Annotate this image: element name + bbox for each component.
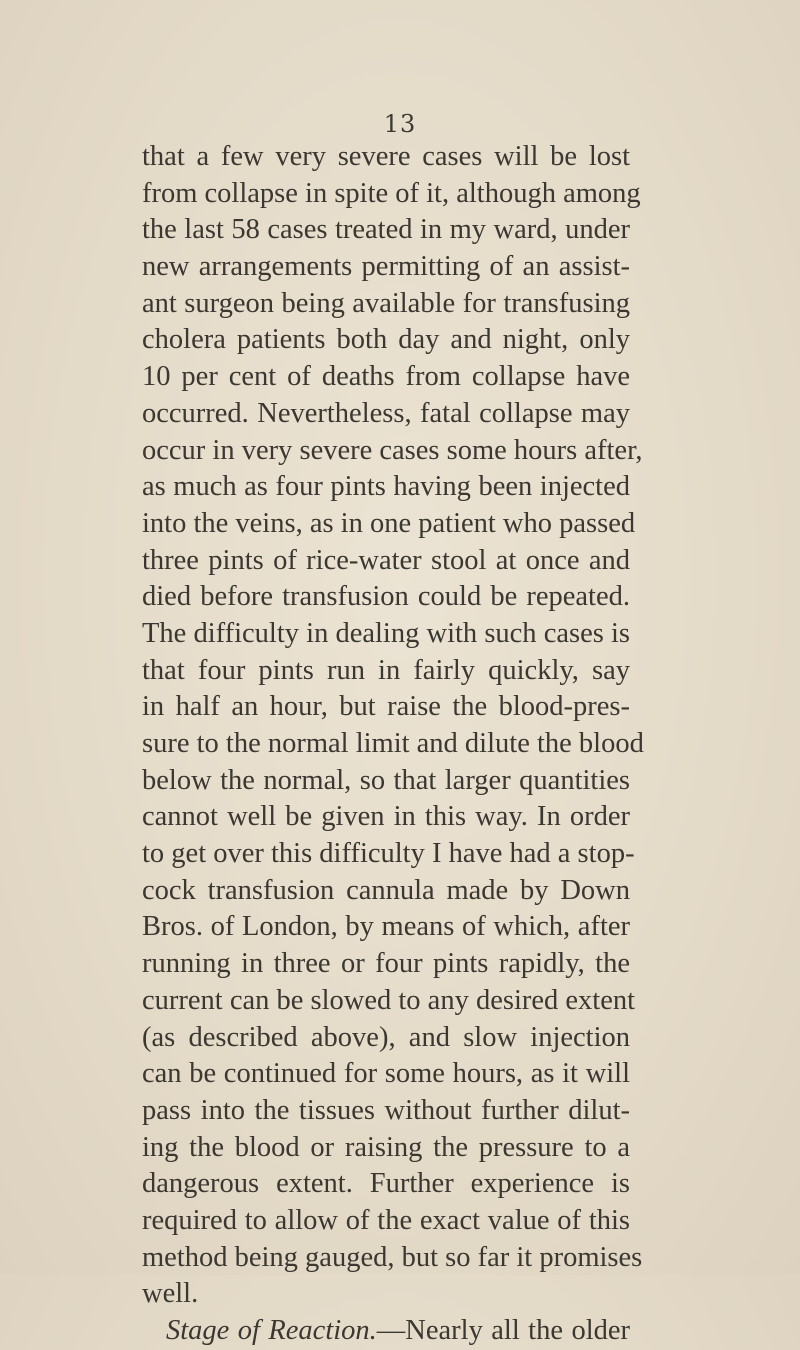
text-line: three pints of rice-water stool at once and: [142, 544, 630, 576]
text-line: ing the blood or raising the pressure to a: [142, 1131, 630, 1163]
section-line: [142, 1313, 630, 1350]
page-number: 13: [383, 110, 417, 138]
text-line: into the veins, as in one patient who passed: [142, 507, 636, 539]
text-line: occur in very severe cases some hours after,: [142, 434, 643, 466]
text-line: cock transfusion cannula made by Down: [142, 874, 630, 906]
text-line: current can be slowed to any desired extent: [142, 984, 636, 1016]
text-line: in half an hour, but raise the blood-pres-: [142, 691, 630, 723]
text-line: pass into the tissues without further dilut-: [142, 1094, 630, 1126]
text-line: 10 per cent of deaths from collapse have: [142, 361, 630, 393]
text-line: well.: [142, 1278, 199, 1310]
text-line: (as described above), and slow injection: [142, 1021, 630, 1053]
text-line: Bros. of London, by means of which, after: [142, 911, 630, 943]
text-line: to get over this difficulty I have had a stop-: [142, 838, 635, 870]
text-line: occurred. Nevertheless, fatal collapse may: [142, 397, 630, 429]
text-line: below the normal, so that larger quantities: [142, 764, 630, 796]
text-line: dangerous extent. Further experience is: [142, 1168, 630, 1200]
text-line: cannot well be given in this way. In order: [142, 801, 630, 833]
text-line: method being gauged, but so far it promises: [142, 1241, 643, 1273]
text-line: died before transfusion could be repeated.: [142, 581, 630, 613]
text-line: The difficulty in dealing with such cases is: [142, 617, 630, 649]
text-line: running in three or four pints rapidly, the: [142, 948, 630, 980]
body-text: [142, 139, 644, 1350]
text-line: cholera patients both day and night, only: [142, 324, 630, 356]
text-line: can be continued for some hours, as it will: [142, 1058, 630, 1090]
section-heading: Stage of Reaction.: [166, 1315, 377, 1346]
text-line: that four pints run in fairly quickly, say: [142, 654, 630, 686]
text-line: sure to the normal limit and dilute the blood: [142, 728, 644, 759]
text-line: that a few very severe cases will be lost: [142, 141, 630, 172]
text-line: as much as four pints having been injected: [142, 471, 630, 503]
text-line: new arrangements permitting of an assist-: [142, 251, 630, 283]
text-line: from collapse in spite of it, although among: [142, 177, 641, 209]
text-line: the last 58 cases treated in my ward, under: [142, 214, 630, 246]
section-text: —Nearly all the older: [376, 1315, 630, 1346]
text-line: ant surgeon being available for transfusing: [142, 287, 630, 319]
text-line: required to allow of the exact value of this: [142, 1204, 630, 1236]
